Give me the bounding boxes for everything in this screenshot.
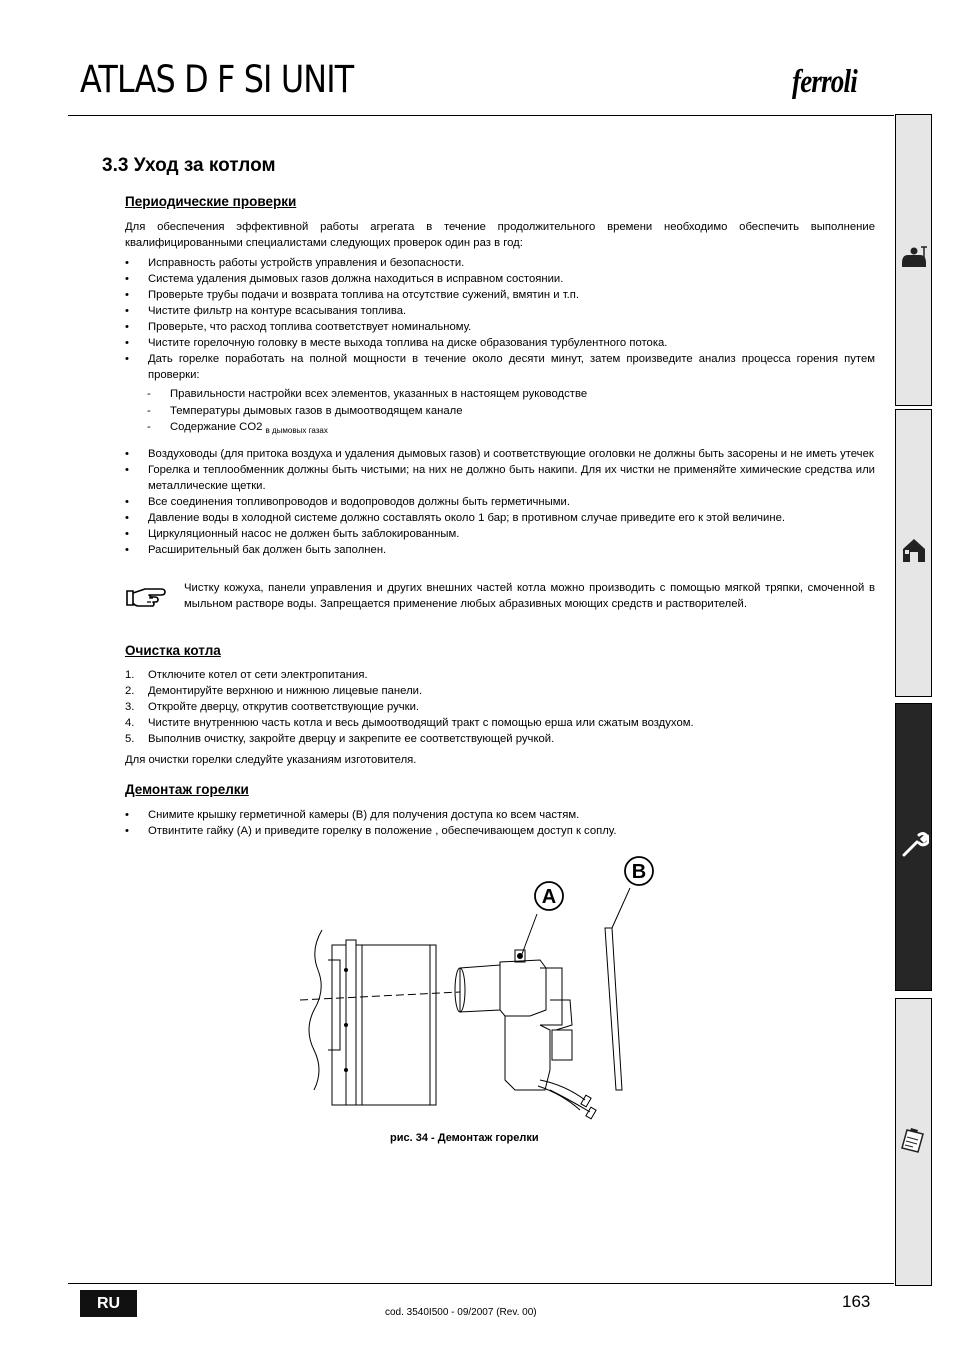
ferroli-logo: ferroli [792,64,857,100]
maintenance-note: Чистку кожуха, панели управления и других внешних частей котла можно производить с помощью мягкой тряпки, смоченной в мыльном растворе воды. Запрещается применение любых абразивных моющих средств и растворителей. [184,582,875,610]
tab-installation[interactable] [895,409,932,697]
step-text: Чистите внутреннюю часть котла и весь дымоотводящий тракт с помощью ерша или сжатым воздухом. [148,717,694,729]
list-item: • Все соединения топливопроводов и водопроводов должны быть герметичными. [125,494,875,510]
tab-maintenance[interactable] [895,703,932,991]
list-item: • Давление воды в холодной системе должно составлять около 1 бар; в противном случае приведите его к этой величине. [125,510,875,526]
document-code: cod. 3540I500 - 09/2007 (Rev. 00) [385,1307,537,1318]
list-item: • Чистите фильтр на контуре всасывания топлива. [125,303,875,319]
burner-dismount-figure [300,850,660,1125]
user-armchair-icon [899,243,929,273]
step-text: Откройте дверцу, открутив соответствующие ручки. [148,701,420,713]
periodic-intro: Для обеспечения эффективной работы агрегата в течение продолжительного времени необходимо обеспечить выполнение квалифицированными специалистами следующих проверок один раз в год: [125,221,875,249]
document-title: ATLAS D F SI UNIT [80,58,354,101]
cleaning-step [125,715,875,731]
step-number: 4. [125,717,135,729]
step-number: 3. [125,701,135,713]
callout-a: A [541,886,557,908]
cleaning-steps [125,667,875,747]
step-text: Демонтируйте верхнюю и нижнюю лицевые панели. [148,685,423,697]
page-number: 163 [842,1292,871,1311]
sub-item-co2: - Содержание CO2 $_{в дымовых газах}$ [125,419,875,440]
list-item: • Проверьте, что расход топлива соответствует номинальному. [125,319,875,335]
step-number: 5. [125,733,135,745]
footer-rule [68,1283,894,1284]
list-item: • Расширительный бак должен быть заполнен. [125,542,875,558]
list-item: • Отвинтите гайку (A) и приведите горелку в положение , обеспечивающем доступ к соплу. [125,823,875,839]
list-item: • Чистите горелочную головку в месте выхода топлива на диске образования турбулентного потока. [125,335,875,351]
tab-specifications[interactable] [895,998,932,1286]
list-item: • Циркуляционный насос не должен быть заблокированным. [125,526,875,542]
callout-b: B [631,861,647,883]
list-item: • Снимите крышку герметичной камеры (B) для получения доступа ко всем частям. [125,807,875,823]
burner-cleaning-note: Для очистки горелки следуйте указаниям изготовителя. [125,754,417,766]
cleaning-step [125,699,875,715]
step-number: 2. [125,685,135,697]
cleaning-step [125,667,875,683]
tab-user[interactable] [895,114,932,406]
list-item: • Дать горелке поработать на полной мощности в течение около десяти минут, затем произведите анализ процесса горения путем проверки: [125,351,875,383]
periodic-checks-heading: Периодические проверки [125,194,297,209]
periodic-checklist [125,255,875,558]
list-item: • Воздуховоды (для притока воздуха и удаления дымовых газов) и соответствующие оголовки не должны быть засорены и не иметь утечек [125,446,875,462]
step-text: Выполнив очистку, закройте дверцу и закрепите ее соответствующей ручкой. [148,733,555,745]
cleaning-step [125,683,875,699]
list-item: • Система удаления дымовых газов должна находиться в исправном состоянии. [125,271,875,287]
sub-item: - Температуры дымовых газов в дымоотводящем канале [125,403,875,420]
list-item: • Проверьте трубы подачи и возврата топлива на отсутствие сужений, вмятин и т.п. [125,287,875,303]
wrench-icon [899,829,929,859]
house-install-icon [899,535,929,565]
dismount-steps [125,807,875,839]
list-item: • Исправность работы устройств управления и безопасности. [125,255,875,271]
burner-dismount-heading: Демонтаж горелки [125,782,249,797]
header-rule [68,115,894,116]
list-item: • Горелка и теплообменник должны быть чистыми; на них не должно быть накипи. Для их чистки не применяйте химические средства или металлические щетки. [125,462,875,494]
figure-caption: рис. 34 - Демонтаж горелки [390,1132,539,1144]
language-badge: RU [80,1290,137,1317]
section-title: 3.3 Уход за котлом [102,155,276,176]
step-number: 1. [125,669,135,681]
boiler-cleaning-heading: Очистка котла [125,643,221,658]
pointing-hand-icon [125,585,167,611]
cleaning-step [125,731,875,747]
clipboard-icon [899,1124,929,1154]
step-text: Отключите котел от сети электропитания. [148,669,368,681]
sub-item: - Правильности настройки всех элементов, указанных в настоящем руководстве [125,386,875,403]
